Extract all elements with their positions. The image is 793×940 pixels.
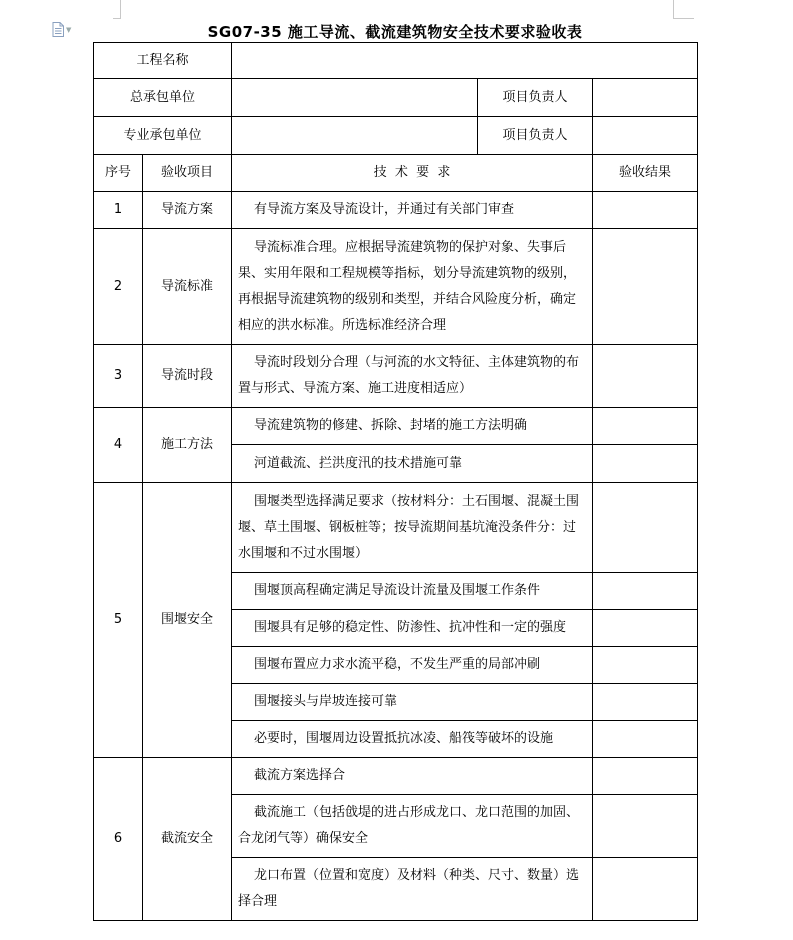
inspection-item-name: 围堰安全 xyxy=(143,483,232,758)
requirement-text: 围堰布置应力求水流平稳，不发生严重的局部冲刷 xyxy=(254,657,541,672)
technical-requirement-text xyxy=(232,192,593,229)
acceptance-result-field[interactable] xyxy=(593,684,698,721)
requirement-text: 截流施工（包括戗堤的进占形成龙口、龙口范围的加固、合龙闭气等）确保安全 xyxy=(238,805,580,846)
acceptance-result-field[interactable] xyxy=(593,345,698,408)
requirement-text: 龙口布置（位置和宽度）及材料（种类、尺寸、数量）选择合理 xyxy=(238,868,580,909)
table-row xyxy=(94,192,698,229)
column-header-row xyxy=(94,155,698,192)
technical-requirement-text xyxy=(232,610,593,647)
margin-corner-mark-left xyxy=(113,0,121,19)
inspection-item-name: 导流标准 xyxy=(143,229,232,345)
requirement-text: 河道截流、拦洪度汛的技术措施可靠 xyxy=(254,455,463,471)
table-row xyxy=(94,758,698,795)
technical-requirement-text xyxy=(232,758,593,795)
requirement-text: 导流建筑物的修建、拆除、封堵的施工方法明确 xyxy=(254,418,528,433)
result-column-header: 验收结果 xyxy=(593,155,698,192)
acceptance-result-field[interactable] xyxy=(593,795,698,858)
technical-requirement-text xyxy=(232,573,593,610)
acceptance-result-field[interactable] xyxy=(593,647,698,684)
technical-requirement-text xyxy=(232,229,593,345)
technical-requirement-text xyxy=(232,721,593,758)
document-icon[interactable] xyxy=(52,22,71,37)
acceptance-result-field[interactable] xyxy=(593,721,698,758)
seq-column-header: 序号 xyxy=(94,155,143,192)
table-row xyxy=(94,229,698,345)
project-name-label: 工程名称 xyxy=(94,43,232,79)
technical-requirement-text xyxy=(232,408,593,445)
row-seq-number: 3 xyxy=(94,345,143,408)
technical-requirement-text xyxy=(232,483,593,573)
requirement-text: 围堰类型选择满足要求（按材料分：土石围堰、混凝土围堰、草土围堰、钢板桩等；按导流期间基坑淹没条件分：过水围堰和不过水围堰） xyxy=(238,493,580,561)
technical-requirement-text xyxy=(232,345,593,408)
acceptance-result-field[interactable] xyxy=(593,445,698,483)
sub-pm-field[interactable] xyxy=(593,117,698,155)
requirement-text: 围堰接头与岸坡连接可靠 xyxy=(254,694,398,709)
acceptance-form-table xyxy=(93,42,698,921)
acceptance-result-field[interactable] xyxy=(593,483,698,573)
technical-requirement-text xyxy=(232,795,593,858)
general-contractor-field[interactable] xyxy=(232,79,478,117)
requirement-text: 导流时段划分合理（与河流的水文特征、主体建筑物的布置与形式、导流方案、施工进度相适应） xyxy=(238,355,580,396)
acceptance-result-field[interactable] xyxy=(593,192,698,229)
acceptance-result-field[interactable] xyxy=(593,573,698,610)
requirement-text: 截流方案选择合 xyxy=(254,768,346,783)
row-seq-number: 6 xyxy=(94,758,143,921)
sub-contractor-field[interactable] xyxy=(232,117,478,155)
inspection-item-name: 导流时段 xyxy=(143,345,232,408)
requirement-column-header: 技 术 要 求 xyxy=(232,155,593,192)
page-icon xyxy=(52,22,64,37)
acceptance-result-field[interactable] xyxy=(593,758,698,795)
row-sub-contractor xyxy=(94,117,698,155)
acceptance-result-field[interactable] xyxy=(593,408,698,445)
inspection-item-name: 截流安全 xyxy=(143,758,232,921)
page-title: SG07-35 施工导流、截流建筑物安全技术要求验收表 xyxy=(207,23,583,41)
row-seq-number: 1 xyxy=(94,192,143,229)
row-general-contractor xyxy=(94,79,698,117)
row-seq-number: 2 xyxy=(94,229,143,345)
table-row xyxy=(94,483,698,573)
technical-requirement-text xyxy=(232,684,593,721)
requirement-text: 围堰具有足够的稳定性、防渗性、抗冲性和一定的强度 xyxy=(254,620,567,635)
item-column-header: 验收项目 xyxy=(143,155,232,192)
technical-requirement-text xyxy=(232,647,593,684)
row-project-name xyxy=(94,43,698,79)
general-contractor-label: 总承包单位 xyxy=(94,79,232,117)
sub-pm-label: 项目负责人 xyxy=(478,117,593,155)
project-name-field[interactable] xyxy=(232,43,698,79)
requirement-text: 导流标准合理。应根据导流建筑物的保护对象、失事后果、实用年限和工程规模等指标，划分导流建筑物的级别，再根据导流建筑物的级别和类型，并结合风险度分析，确定相应的洪水标准。所选标准经济合理 xyxy=(238,239,577,333)
sub-contractor-label: 专业承包单位 xyxy=(94,117,232,155)
requirement-text: 围堰顶高程确定满足导流设计流量及围堰工作条件 xyxy=(254,583,541,598)
margin-corner-mark-right xyxy=(673,0,694,19)
general-pm-label: 项目负责人 xyxy=(478,79,593,117)
chevron-down-icon: ▼ xyxy=(66,25,72,34)
inspection-item-name: 导流方案 xyxy=(143,192,232,229)
inspection-item-name: 施工方法 xyxy=(143,408,232,483)
technical-requirement-text xyxy=(232,858,593,921)
table-row xyxy=(94,408,698,445)
acceptance-result-field[interactable] xyxy=(593,858,698,921)
technical-requirement-text xyxy=(232,445,593,483)
general-pm-field[interactable] xyxy=(593,79,698,117)
table-row xyxy=(94,345,698,408)
acceptance-result-field[interactable] xyxy=(593,610,698,647)
requirement-text: 有导流方案及导流设计，并通过有关部门审查 xyxy=(254,202,515,217)
requirement-text: 必要时，围堰周边设置抵抗冰凌、船筏等破坏的设施 xyxy=(254,731,554,746)
row-seq-number: 4 xyxy=(94,408,143,483)
acceptance-result-field[interactable] xyxy=(593,229,698,345)
row-seq-number: 5 xyxy=(94,483,143,758)
